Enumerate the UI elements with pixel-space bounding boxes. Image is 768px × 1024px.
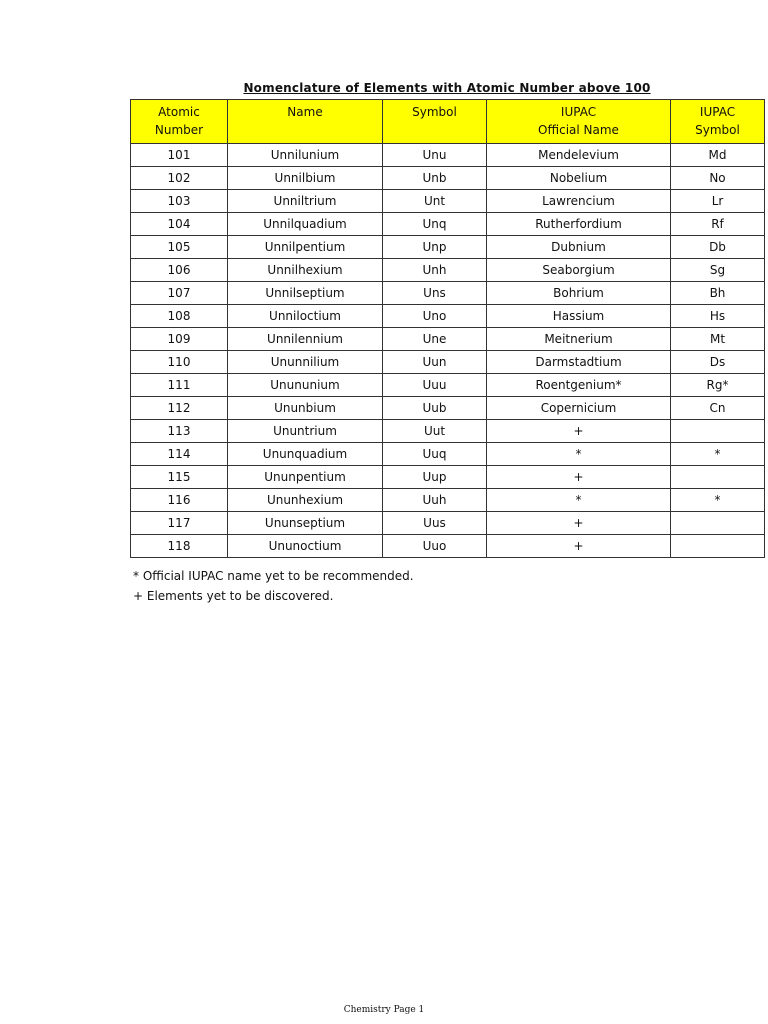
- cell-iupac-symbol: Rg*: [671, 374, 765, 397]
- cell-atomic-number: 106: [131, 259, 228, 282]
- header-atomic-number: [131, 100, 228, 144]
- cell-symbol: Uub: [383, 397, 487, 420]
- cell-iupac-name: +: [487, 466, 671, 489]
- cell-iupac-symbol: [671, 535, 765, 558]
- cell-atomic-number: 114: [131, 443, 228, 466]
- cell-symbol: Unp: [383, 236, 487, 259]
- header-name-label: Name: [287, 105, 323, 119]
- cell-name: Unununium: [228, 374, 383, 397]
- cell-iupac-name: Dubnium: [487, 236, 671, 259]
- cell-symbol: Uut: [383, 420, 487, 443]
- cell-name: Ununseptium: [228, 512, 383, 535]
- cell-symbol: Unh: [383, 259, 487, 282]
- table-row: [131, 144, 765, 167]
- cell-iupac-name: Mendelevium: [487, 144, 671, 167]
- table-row: [131, 374, 765, 397]
- table-row: [131, 213, 765, 236]
- table-row: [131, 420, 765, 443]
- footnote-plus: + Elements yet to be discovered.: [133, 589, 334, 603]
- cell-name: Unnilseptium: [228, 282, 383, 305]
- cell-atomic-number: 116: [131, 489, 228, 512]
- table-row: [131, 466, 765, 489]
- cell-iupac-symbol: Rf: [671, 213, 765, 236]
- cell-name: Unnilpentium: [228, 236, 383, 259]
- cell-iupac-symbol: *: [671, 443, 765, 466]
- cell-symbol: Unq: [383, 213, 487, 236]
- table-row: [131, 512, 765, 535]
- cell-symbol: Unb: [383, 167, 487, 190]
- header-atomic-number-line2: Number: [154, 123, 204, 137]
- cell-iupac-name: Darmstadtium: [487, 351, 671, 374]
- cell-iupac-symbol: *: [671, 489, 765, 512]
- table-row: [131, 282, 765, 305]
- cell-iupac-name: Meitnerium: [487, 328, 671, 351]
- cell-iupac-symbol: [671, 420, 765, 443]
- cell-symbol: Uuq: [383, 443, 487, 466]
- cell-symbol: Uuu: [383, 374, 487, 397]
- cell-atomic-number: 102: [131, 167, 228, 190]
- cell-iupac-name: Nobelium: [487, 167, 671, 190]
- cell-iupac-name: Roentgenium*: [487, 374, 671, 397]
- cell-iupac-symbol: Sg: [671, 259, 765, 282]
- header-name: [228, 100, 383, 144]
- header-iupac-name-line1: IUPAC: [560, 105, 597, 119]
- cell-iupac-symbol: Cn: [671, 397, 765, 420]
- cell-name: Ununoctium: [228, 535, 383, 558]
- cell-iupac-symbol: [671, 466, 765, 489]
- cell-iupac-name: Bohrium: [487, 282, 671, 305]
- cell-atomic-number: 113: [131, 420, 228, 443]
- cell-atomic-number: 101: [131, 144, 228, 167]
- cell-atomic-number: 118: [131, 535, 228, 558]
- cell-iupac-name: +: [487, 535, 671, 558]
- table-row: [131, 351, 765, 374]
- cell-name: Ununbium: [228, 397, 383, 420]
- header-iupac-name-line2: Official Name: [538, 123, 619, 137]
- cell-iupac-symbol: Bh: [671, 282, 765, 305]
- table-row: [131, 305, 765, 328]
- cell-symbol: Uno: [383, 305, 487, 328]
- cell-atomic-number: 109: [131, 328, 228, 351]
- cell-iupac-symbol: Md: [671, 144, 765, 167]
- cell-iupac-name: +: [487, 512, 671, 535]
- cell-atomic-number: 117: [131, 512, 228, 535]
- cell-symbol: Uns: [383, 282, 487, 305]
- cell-iupac-name: *: [487, 443, 671, 466]
- cell-iupac-name: +: [487, 420, 671, 443]
- cell-atomic-number: 110: [131, 351, 228, 374]
- cell-symbol: Uuh: [383, 489, 487, 512]
- cell-atomic-number: 105: [131, 236, 228, 259]
- footnote-asterisk: * Official IUPAC name yet to be recommended.: [133, 569, 414, 583]
- cell-symbol: Uup: [383, 466, 487, 489]
- table-row: [131, 328, 765, 351]
- table-row: [131, 489, 765, 512]
- cell-name: Ununquadium: [228, 443, 383, 466]
- header-iupac-name: [487, 100, 671, 144]
- cell-atomic-number: 112: [131, 397, 228, 420]
- table-row: [131, 397, 765, 420]
- cell-iupac-name: Lawrencium: [487, 190, 671, 213]
- table-header-row: [131, 100, 765, 144]
- cell-name: Unnilennium: [228, 328, 383, 351]
- cell-atomic-number: 103: [131, 190, 228, 213]
- cell-symbol: Une: [383, 328, 487, 351]
- table-row: [131, 443, 765, 466]
- table-row: [131, 190, 765, 213]
- cell-iupac-symbol: Lr: [671, 190, 765, 213]
- page-footer: Chemistry Page 1: [343, 1005, 425, 1015]
- cell-iupac-symbol: No: [671, 167, 765, 190]
- table-row: [131, 236, 765, 259]
- table-row: [131, 535, 765, 558]
- cell-iupac-symbol: Hs: [671, 305, 765, 328]
- table-row: [131, 167, 765, 190]
- cell-name: Unnilhexium: [228, 259, 383, 282]
- header-iupac-symbol-line2: Symbol: [695, 123, 740, 137]
- table-row: [131, 259, 765, 282]
- cell-name: Ununpentium: [228, 466, 383, 489]
- header-symbol: [383, 100, 487, 144]
- cell-iupac-name: Hassium: [487, 305, 671, 328]
- cell-iupac-symbol: Db: [671, 236, 765, 259]
- cell-name: Unnilunium: [228, 144, 383, 167]
- cell-symbol: Uuo: [383, 535, 487, 558]
- cell-name: Unnilquadium: [228, 213, 383, 236]
- cell-atomic-number: 104: [131, 213, 228, 236]
- cell-symbol: Uus: [383, 512, 487, 535]
- cell-name: Ununhexium: [228, 489, 383, 512]
- cell-name: Unniloctium: [228, 305, 383, 328]
- header-iupac-symbol: [671, 100, 765, 144]
- page-title: Nomenclature of Elements with Atomic Number above 100: [243, 81, 651, 95]
- cell-name: Ununtrium: [228, 420, 383, 443]
- header-symbol-label: Symbol: [412, 105, 457, 119]
- cell-iupac-symbol: Ds: [671, 351, 765, 374]
- cell-name: Unniltrium: [228, 190, 383, 213]
- cell-iupac-symbol: Mt: [671, 328, 765, 351]
- header-atomic-number-line1: Atomic: [158, 105, 200, 119]
- cell-iupac-name: Seaborgium: [487, 259, 671, 282]
- cell-iupac-symbol: [671, 512, 765, 535]
- cell-atomic-number: 115: [131, 466, 228, 489]
- cell-name: Ununnilium: [228, 351, 383, 374]
- cell-symbol: Uun: [383, 351, 487, 374]
- cell-atomic-number: 111: [131, 374, 228, 397]
- cell-iupac-name: Rutherfordium: [487, 213, 671, 236]
- cell-atomic-number: 108: [131, 305, 228, 328]
- cell-iupac-name: Copernicium: [487, 397, 671, 420]
- cell-symbol: Unu: [383, 144, 487, 167]
- cell-symbol: Unt: [383, 190, 487, 213]
- cell-atomic-number: 107: [131, 282, 228, 305]
- elements-table: [130, 99, 765, 558]
- header-iupac-symbol-line1: IUPAC: [699, 105, 736, 119]
- cell-name: Unnilbium: [228, 167, 383, 190]
- cell-iupac-name: *: [487, 489, 671, 512]
